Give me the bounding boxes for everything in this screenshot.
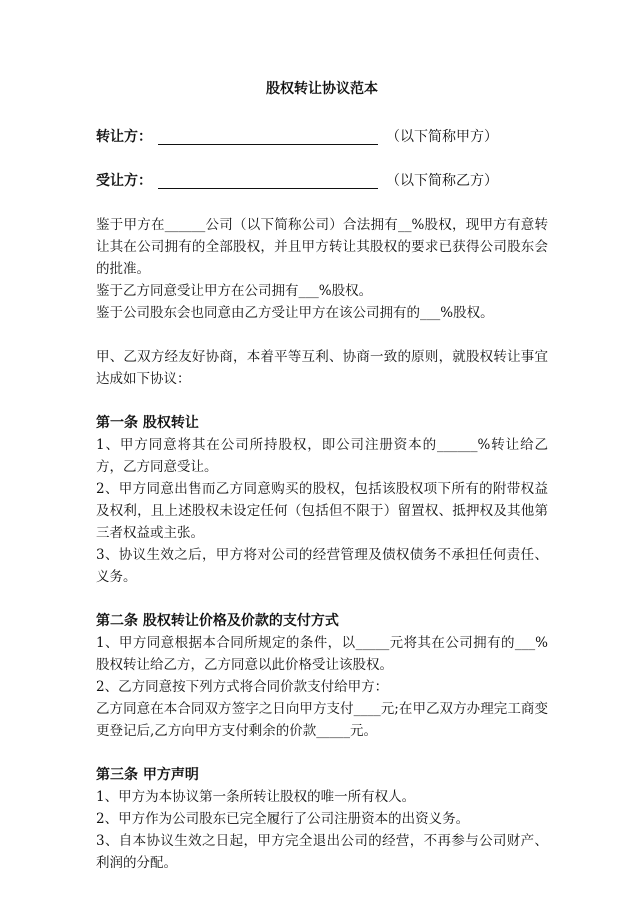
transferee-label: 受让方： xyxy=(96,173,152,189)
recital-paragraph: 鉴于甲方在______公司（以下简称公司）合法拥有__%股权，现甲方有意转让其在公司拥有的全部股权，并且甲方转让其股权的要求已获得公司股东会的批准。 xyxy=(96,217,548,277)
transferee-blank xyxy=(158,172,378,189)
article-title: 第三条 甲方声明 xyxy=(96,767,199,783)
article-1 xyxy=(96,412,548,588)
recital-paragraph: 鉴于公司股东会也同意由乙方受让甲方在该公司拥有的___%股权。 xyxy=(96,305,494,321)
intro-paragraph: 甲、乙双方经友好协商，本着平等互利、协商一致的原则，就股权转让事宜达成如下协议： xyxy=(96,349,548,387)
transferor-blank xyxy=(158,128,378,145)
transferor-line xyxy=(96,126,548,148)
article-paragraph: 3、自本协议生效之日起，甲方完全退出公司的经营，不再参与公司财产、利润的分配。 xyxy=(96,833,548,871)
recital-paragraph: 鉴于乙方同意受让甲方在公司拥有___%股权。 xyxy=(96,283,373,299)
article-paragraph: 1、甲方同意根据本合同所规定的条件，以_____元将其在公司拥有的___%股权转让给乙方，乙方同意以此价格受让该股权。 xyxy=(96,635,548,673)
article-title: 第二条 股权转让价格及价款的支付方式 xyxy=(96,613,339,629)
article-2 xyxy=(96,610,548,742)
article-paragraph: 1、甲方为本协议第一条所转让股权的唯一所有权人。 xyxy=(96,789,416,805)
transferee-note: （以下简称乙方） xyxy=(386,173,498,189)
transferee-line xyxy=(96,170,548,192)
article-paragraph: 1、甲方同意将其在公司所持股权，即公司注册资本的______%转让给乙方，乙方同意受让。 xyxy=(96,437,548,475)
article-paragraph: 2、甲方作为公司股东已完全履行了公司注册资本的出资义务。 xyxy=(96,811,470,827)
document-title: 股权转让协议范本 xyxy=(266,81,378,97)
article-paragraph: 乙方同意在本合同双方签字之日向甲方支付____元;在甲乙双方办理完工商变更登记后,乙方向甲方支付剩余的价款_____元。 xyxy=(96,701,548,739)
transferor-label: 转让方： xyxy=(96,129,152,145)
recitals xyxy=(96,214,548,324)
article-paragraph: 2、乙方同意按下列方式将合同价款支付给甲方： xyxy=(96,679,389,695)
article-paragraph: 2、甲方同意出售而乙方同意购买的股权，包括该股权项下所有的附带权益及权利，且上述股权未设定任何（包括但不限于）留置权、抵押权及其他第三者权益或主张。 xyxy=(96,481,548,541)
article-title: 第一条 股权转让 xyxy=(96,415,199,431)
transferor-note: （以下简称甲方） xyxy=(386,129,498,145)
article-paragraph: 3、协议生效之后，甲方将对公司的经营管理及债权债务不承担任何责任、义务。 xyxy=(96,547,548,585)
article-3 xyxy=(96,764,548,874)
